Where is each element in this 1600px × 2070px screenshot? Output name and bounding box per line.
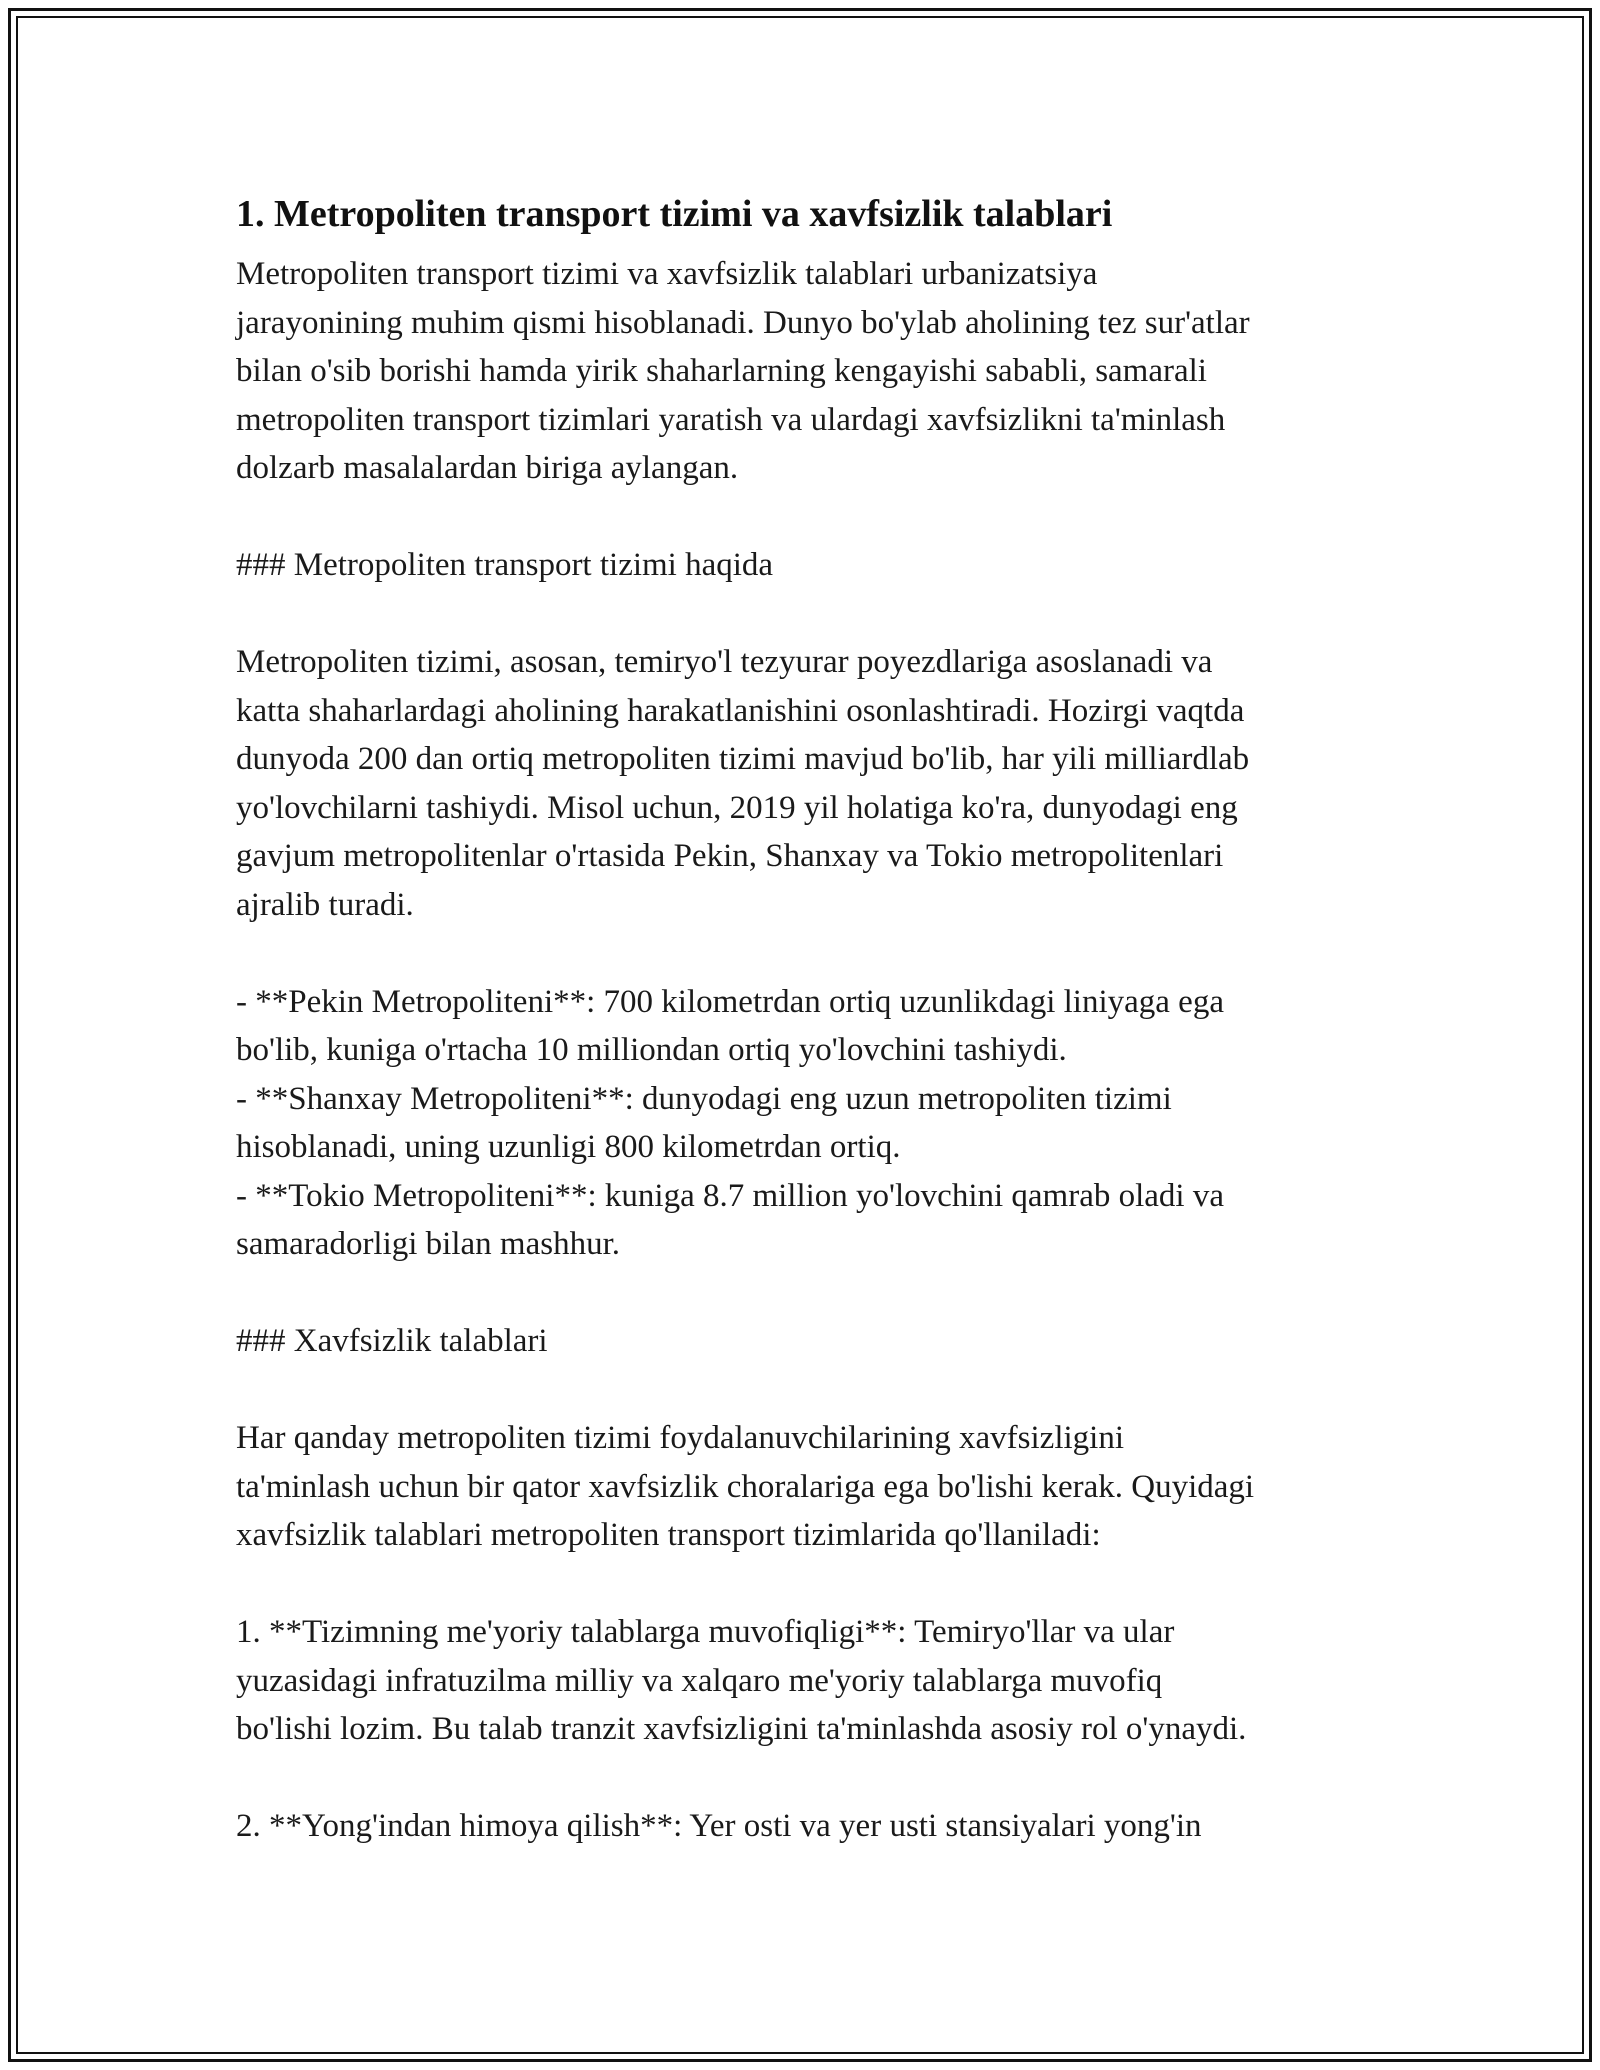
text-line: 2. **Yong'indan himoya qilish**: Yer osti va yer usti stansiyalari yong'in: [236, 1808, 1202, 1844]
text-line: ta'minlash uchun bir qator xavfsizlik choralariga ega bo'lishi kerak. Quyidagi: [236, 1468, 1255, 1505]
paragraph-gap: [236, 1560, 1376, 1609]
text-line: bilan o'sib borishi hamda yirik shaharlarning kengayishi sababli, samarali: [236, 353, 1207, 389]
document-paragraphs: [236, 250, 1376, 1851]
paragraph-gap: [236, 1754, 1376, 1803]
text-line: - **Tokio Metropoliteni**: kuniga 8.7 million yo'lovchini qamrab oladi va: [236, 1177, 1224, 1214]
text-line: yuzasidagi infratuzilma milliy va xalqaro me'yoriy talablarga muvofiq: [236, 1662, 1163, 1699]
paragraph-gap: [236, 590, 1376, 639]
text-line: Metropoliten transport tizimi va xavfsizlik talablari urbanizatsiya: [236, 256, 1098, 292]
text-line: katta shaharlardagi aholining harakatlanishini osonlashtiradi. Hozirgi vaqtda: [236, 692, 1245, 729]
paragraph-gap: [236, 1269, 1376, 1318]
text-line: - **Pekin Metropoliteni**: 700 kilometrdan ortiq uzunlikdagi liniyaga ega: [236, 983, 1224, 1020]
paragraph-gap: [236, 493, 1376, 542]
text-line: Har qanday metropoliten tizimi foydalanuvchilarining xavfsizligini: [236, 1420, 1125, 1456]
text-line: dunyoda 200 dan ortiq metropoliten tizimi mavjud bo'lib, har yili milliardlab: [236, 741, 1250, 777]
text-line: bo'lib, kuniga o'rtacha 10 milliondan ortiq yo'lovchini tashiydi.: [236, 1032, 1067, 1068]
text-line: dolzarb masalalardan biriga aylangan.: [236, 450, 739, 486]
paragraph: [236, 978, 1376, 1269]
paragraph-gap: [236, 929, 1376, 978]
paragraph: [236, 638, 1376, 929]
text-line: jarayonining muhim qismi hisoblanadi. Dunyo bo'ylab aholining tez sur'atlar: [236, 304, 1250, 341]
text-line: ### Xavfsizlik talablari: [236, 1323, 548, 1359]
document-title: 1. Metropoliten transport tizimi va xavfsizlik talablari: [236, 193, 1113, 235]
paragraph: [236, 1414, 1376, 1560]
text-line: metropoliten transport tizimlari yaratish va ulardagi xavfsizlikni ta'minlash: [236, 401, 1226, 438]
text-line: bo'lishi lozim. Bu talab tranzit xavfsizligini ta'minlashda asosiy rol o'ynaydi.: [236, 1711, 1247, 1747]
text-line: yo'lovchilarni tashiydi. Misol uchun, 2019 yil holatiga ko'ra, dunyodagi eng: [236, 789, 1238, 826]
paragraph: [236, 1802, 1376, 1851]
paragraph: [236, 250, 1376, 493]
text-line: Metropoliten tizimi, asosan, temiryo'l tezyurar poyezdlariga asoslanadi va: [236, 644, 1213, 680]
paragraph-gap: [236, 1366, 1376, 1415]
text-line: ### Metropoliten transport tizimi haqida: [236, 547, 774, 583]
paragraph: [236, 1317, 1376, 1366]
paragraph: [236, 541, 1376, 590]
document-body: [236, 186, 1376, 1851]
text-line: ajralib turadi.: [236, 886, 414, 923]
text-line: 1. **Tizimning me'yoriy talablarga muvofiqligi**: Temiryo'llar va ular: [236, 1614, 1175, 1650]
paragraph: [236, 1608, 1376, 1754]
text-line: hisoblanadi, uning uzunligi 800 kilometrdan ortiq.: [236, 1129, 901, 1165]
text-line: samaradorligi bilan mashhur.: [236, 1226, 620, 1262]
text-line: - **Shanxay Metropoliteni**: dunyodagi eng uzun metropoliten tizimi: [236, 1080, 1172, 1117]
text-line: gavjum metropolitenlar o'rtasida Pekin, Shanxay va Tokio metropolitenlari: [236, 838, 1224, 874]
text-line: xavfsizlik talablari metropoliten transport tizimlarida qo'llaniladi:: [236, 1517, 1101, 1553]
